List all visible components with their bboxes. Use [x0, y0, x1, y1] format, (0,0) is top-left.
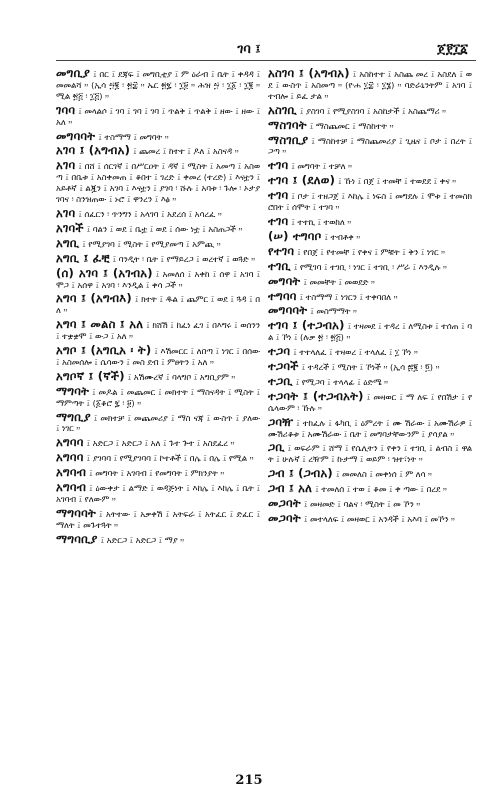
entry-headword: አገባ ፤ (አግብአ): [56, 143, 131, 158]
entry-headword: አግባ ፤ መልስ ፤ አለ: [56, 317, 144, 332]
dictionary-entry: [268, 346, 472, 358]
entry-headword: አግባብ: [56, 465, 87, 480]
dictionary-entry: [268, 498, 472, 510]
entry-headword: አግባ ፤ (አግብእ): [56, 291, 132, 306]
dictionary-entry: [56, 531, 260, 546]
entry-headword: ተገባ ፤ (ደለወ): [268, 173, 336, 188]
entry-headword: አግባባ: [56, 450, 84, 465]
entry-definition: ፤ ኹነ ፤ በጀ ፤ ተመቸ ፤ ተወደደ ፤ ቀና ።: [338, 176, 457, 187]
entry-definition: ፤ የሚያገባ ፤ ሚስት ፤ የሚያመጣ ፤ አምጪ ።: [82, 238, 221, 249]
dictionary-entry: [56, 437, 260, 449]
entry-headword: አስገቢ: [268, 102, 297, 117]
dictionary-entry: [268, 228, 472, 243]
dictionary-entry: [268, 175, 472, 187]
entry-headword: ማስገባት: [268, 117, 307, 132]
entry-definition: ፤ ያገባባ ፤ የሚያገባባ ፤ ኮተቶች ፤ በሌ ፤ በሌ ፤ የሚል ።: [86, 453, 254, 464]
dictionary-entry: [56, 220, 260, 235]
entry-definition: ፤ መግባት ፤ ተቻለ ።: [291, 161, 353, 172]
header-rule: [56, 60, 476, 61]
entry-headword: አግባብ: [56, 480, 87, 495]
entry-headword: መግባት: [268, 273, 301, 288]
dictionary-entry: [268, 388, 472, 414]
dictionary-entry: [268, 190, 472, 213]
entry-definition: ፤ ሰፈርን ፡ ጥንግን ፤ አላገባ ፤ አደረሰ ፤ አሳረፈ ።: [78, 208, 222, 219]
dictionary-entry: [268, 160, 472, 172]
entry-headword: ማግቢያ: [56, 409, 91, 424]
page-code: ጀ፻፲፩: [437, 42, 468, 57]
entry-definition: ፤ ማስጨመር ፤ ማስከተት ።: [309, 120, 394, 131]
dictionary-entry: [268, 243, 472, 258]
entry-headword: ጋባዥ: [268, 414, 294, 429]
entry-headword: ተገባ ፤ (ተጋብአ): [268, 318, 345, 333]
entry-definition: ፤ አትተው ፤ አቃቀሽ ፤ አትፍራ ፤ አትፈር ፤ ድፈር ፤ ማለት ፤ መጉተጓት ።: [56, 508, 260, 530]
entry-headword: ገባባ: [56, 102, 76, 117]
dictionary-entry: [56, 467, 260, 479]
entry-definition: ፤ መላልሶ ፤ ገባ ፤ ገባ ፤ ገባ ፤ ጥልቅ ፤ ጥልቅ ፤ ዘው ፤ ዘው ፤ አለ ።: [56, 105, 260, 127]
entry-headword: አገባች: [56, 220, 84, 235]
entry-definition: ፤ ክሸሽ ፤ ከፈነ ፈገ ፤ በእግሩ ፤ ወሰንን ፤ ተቋቋሞ ፤ ውጋ ፤ አለ ።: [56, 320, 260, 342]
dictionary-entry: [268, 483, 472, 495]
dictionary-entry: [268, 442, 472, 465]
entry-definition: ፤ መስማማት ።: [310, 306, 357, 317]
entry-headword: መጋባት: [268, 511, 301, 525]
entry-headword: መጋባት: [268, 496, 301, 511]
entry-definition: ፤ መግባት ፤ አገባብ ፤ የመግባት ፤ ምክንያት ።: [89, 468, 225, 479]
entry-headword: ተጋባ: [268, 344, 291, 359]
dictionary-entry: [56, 235, 260, 250]
dictionary-entry: [268, 305, 472, 317]
entry-headword: ተግባባ: [268, 288, 297, 303]
entry-definition: ፤ ክተት ፤ ዱል ፤ ጨምር ፤ ወደ ፤ ጓዳ ፤ በለ ።: [56, 294, 260, 316]
entry-definition: ፤ ዕውቀታ ፤ ልማድ ፤ ወዳጅነት ፤ እከሌ ፤ እከሌ ፤ ቤት ፤ አገባብ ፤ የለውም ።: [56, 483, 260, 504]
entry-definition: ፤ የሚገባ ፤ ተገቢ ፡ ነገር ፤ ተገቢ ፡ ሥራ ፤ እንዲሉ ።: [293, 261, 447, 272]
dictionary-entry: [56, 68, 260, 102]
entry-definition: ፤ መመለስ ፤ መቀነሰ ፤ ም ለሳ ።: [335, 469, 432, 480]
entry-definition: ፤ መተላለፍ ፤ መዛወር ፤ አንዳች ፤ አእባ ፤ መኾን ።: [303, 514, 455, 524]
entry-definition: ፤ ተተኪ ፤ ተወከለ ።: [291, 216, 352, 227]
dictionary-entry: [56, 145, 260, 157]
entry-definition: ፤ ተዛመደ ፤ ተዳረ ፤ ለሚስቱ ፤ ተሰጠ ፤ ባል ፤ ኾነ ፤ (ሉቃ ፳ ፡ ፳፭) ።: [268, 321, 472, 343]
entry-definition: ፤ ተከፈሉ ፤ ፋካቢ ፤ ዕምረት ፤ ሙ ሽራው ፤ አሙሽራዎ ፤ ሙሽሪቆቱ ፤ አሙሽራው ፤ ቤት ፤ መግባታቸውንም ፤ ያሳያል ።: [268, 417, 472, 439]
dictionary-entry: [268, 373, 472, 388]
entry-headword: አስገባ ፤ (አግብአ): [268, 68, 350, 80]
entry-definition: ፤ ማስከተቻ ፤ ማስጨመሪያ ፤ ጊዜና ፤ ቦታ ፤ በረት ፤ ጋጣ ።: [268, 135, 472, 157]
entry-headword: ተገባ: [268, 213, 289, 228]
dictionary-entry: [268, 213, 472, 228]
entry-definition: ፤ የበጀ ፤ የተመቸ ፤ የቀና ፤ ምቹት ፤ ቅን ፤ ነገር ።: [297, 246, 446, 257]
entry-headword: አግቢ ፤ ፈቺ: [56, 250, 110, 265]
entry-headword: ማግባባት: [56, 505, 96, 520]
entry-headword: አገባ: [56, 205, 76, 220]
entry-headword: አግባባ: [56, 435, 84, 450]
dictionary-entry: [268, 258, 472, 273]
entry-headword: ተጋባት ፤ (ተጋብአት): [268, 388, 364, 403]
dictionary-entry: [56, 319, 260, 342]
entry-headword: (ሠ) ተግባቦ: [268, 228, 322, 243]
entry-headword: ተጋቢ: [268, 373, 293, 388]
entry-headword: የተገባ: [268, 243, 295, 258]
entry-definition: ፤ ተስማማ ፤ መግባት ።: [98, 131, 169, 142]
entry-headword: ማስገቢያ: [268, 132, 309, 147]
left-column: [56, 68, 260, 758]
entry-headword: መግባባት: [268, 303, 308, 318]
dictionary-entry: [268, 320, 472, 343]
entry-definition: ፤ ቦታ ፤ ተዘጋጀ ፤ እከሌ ፤ ነፍስ ፤ መግደሉ ፤ ሞቱ ፤ ተመስክሮበት ፤ ሰሞት ፤ ተገባ ።: [268, 191, 472, 213]
dictionary-entry: [268, 273, 472, 288]
entry-definition: ፤ ተዳረች ፤ ሚስት ፤ ኾነች ። (ኢሳ ፷፪ ፡ ፬) ።: [301, 362, 440, 373]
entry-definition: ፤ ባንዲት ፡ ቤት ፤ የማይረጋ ፤ ወረተኛ ፤ ወጓድ ።: [112, 253, 256, 264]
dictionary-entry: [56, 452, 260, 464]
right-column: [268, 68, 472, 758]
entry-headword: ተገባ: [268, 188, 289, 203]
entry-headword: አግቦኛ ፤ (ኛች): [56, 368, 125, 383]
dictionary-entry: [56, 250, 260, 265]
dictionary-entry: [268, 132, 472, 158]
entry-headword: አግቢ: [56, 235, 80, 250]
entry-definition: ፤ ባልን ፤ ወደ ፤ ቤቷ ፤ ወደ ፤ ሰው ነቷ ፤ አስጠጋች ።: [86, 223, 243, 234]
entry-definition: ፤ በር ፤ ደጃፍ ፤ መግቢቲያ ፤ ም ዕራብ ፤ ቤት ፤ ቀዳዳ ፤ መመልሻ ። (ኢሳ ፵፪ ፡ ፳፰ ። ኤር ፳፯ ፡ ፲፱ ። ሕዝ ፵ ፡ ፲፩ ፡ ፲፪ ። ሚል ፳፭ ፡ ፲፭) ።: [56, 69, 260, 101]
dictionary-entry: [268, 513, 472, 525]
entry-definition: ፤ አመለሰ ፤ አቀከ ፤ ሰዋ ፤ አገባ ፤ ሞጋ ፤ አሰዋ ፤ አገባ ፡ እንዲል ፤ ቀሳ ጋች ።: [56, 268, 260, 290]
dictionary-entry: [56, 160, 260, 205]
entry-definition: ፤ መዶል ፤ መጨመር ፤ መክተት ፤ ማስናዳት ፤ ሚስት ፤ ማምጣት ፤ (፩ቆሮ ፯ ፡ ፱) ።: [56, 386, 260, 408]
dictionary-entry: [268, 68, 472, 102]
dictionary-entry: [56, 128, 260, 143]
dictionary-entry: [268, 361, 472, 373]
entry-definition: ፤ ተስማማ ፤ ነገርን ፤ ተቀባበለ ።: [299, 291, 398, 302]
entry-definition: ፤ ያስገባ ፤ የሚያስገባ ፤ አስከታች ፤ አስጨማሪ ።: [299, 105, 447, 116]
entry-definition: ፤ እሽመርር ፤ ለበጣ ፤ ነገር ፤ በሰው ፤ አስመሰሎ ፤ ሴሳውን ፤ መስ ደብ ፤ ምፀትን ፤ አለ ።: [56, 346, 260, 367]
dictionary-entry: [56, 102, 260, 128]
dictionary-entry: [268, 288, 472, 303]
entry-headword: ማግባት: [56, 383, 90, 398]
entry-headword: (ሰ) አገባ ፤ (አገብአ): [56, 265, 153, 280]
entry-headword: ጋብ ፤ (ጋብአ): [268, 466, 333, 481]
entry-headword: መግቢያ: [56, 68, 91, 80]
running-head: ገባ ፤: [237, 42, 261, 57]
entry-headword: አገባ: [56, 158, 76, 173]
entry-definition: ፤ አስከተተ ፤ አስጨ መረ ፤ አስደለ ፤ ወደ ፤ ውስጥ ፤ አስመጣ ። (ዮሐ ፲፰ ፡ ፲፮) ። ባድራኒንትም ፤ አገባ ፤ ተብሎ ፤ ይፈ ታል ።: [268, 69, 472, 101]
entry-definition: ፤ የሚጋባ ፤ ተላላፊ ፤ ዕድሜ ።: [295, 376, 389, 387]
entry-definition: ፤ መዛወር ፤ ማ ለፍ ፤ የበሽታ ፤ የሴላውም ፡ ኹሉ ።: [268, 391, 472, 413]
entry-definition: ፤ መመቸት ፤ መወደድ ።: [303, 276, 375, 287]
entry-headword: ተገባ: [268, 158, 289, 173]
entry-definition: ፤ አድርጋ ፤ አድርጋ ፤ ማያ ።: [100, 534, 185, 545]
dictionary-entry: [56, 482, 260, 505]
entry-definition: ፤ በሸ ፤ ሰርገኛ ፤ በሥርዐት ፤ ዳኛ ፤ ሚስት ፤ አመጣ ፤ አስወጣ ፤ በቤቱ ፤ አስቀመጠ ፤ ቆበተ ፤ ገረድ ፤ ቀመረ (ተረድ) ፤ እናቷን ፤ አይቶኛ ፤ ልጇን ፤ አገባ ፤ እናቷን ፤ ያገባ ፡ ሹሉ ፤ አባቱ ፡ ጉሎ ፡ ኦታያገባና ፡ ስንዝጠው ፤ ኑሮ ፤ ዋንረን ፤ እፅ ።: [56, 161, 260, 205]
entry-definition: ፤ ተብቶቀ ።: [324, 231, 361, 242]
entry-definition: ፤ ተተላለፈ ፤ ተዛወረ ፤ ተላለፈ ፤ ፲ ኾነ ።: [293, 347, 418, 358]
dictionary-entry: [56, 265, 260, 291]
page-number: 215: [235, 773, 263, 788]
entry-definition: ፤ መዛመድ ፤ ባልና ፡ ሚስት ፤ መ ኾን ።: [303, 499, 421, 510]
entry-headword: ተገቢ: [268, 258, 291, 273]
dictionary-entry: [56, 383, 260, 409]
entry-definition: ፤ አድርጋ ፤ አድርጋ ፤ አለ ፤ ጉተ ጕተ ፤ አስደፈረ ።: [86, 438, 235, 449]
entry-definition: ፤ መክተቻ ፤ መጨመሪያ ፤ ማስ ናጃ ፤ ውስጥ ፤ ያለው ፤ ነገር ።: [56, 412, 260, 434]
dictionary-entry: [268, 117, 472, 132]
entry-headword: ጋብ ፤ አለ: [268, 481, 313, 496]
dictionary-entry: [56, 409, 260, 435]
entry-headword: ማግባቢያ: [56, 531, 98, 546]
dictionary-entry: [56, 505, 260, 531]
entry-headword: አግቦ ፤ (አግቢአ ፡ ት): [56, 343, 152, 358]
dictionary-entry: [268, 468, 472, 480]
entry-definition: ፤ ጨመረ ፤ ከተተ ፤ ዶለ ፤ አስናዳ ።: [133, 146, 239, 157]
dictionary-entry: [56, 293, 260, 316]
entry-definition: ፤ አሽሙረኛ ፤ ባላግቦ ፤ አግቢያም ።: [127, 371, 236, 382]
dictionary-entry: [56, 368, 260, 383]
entry-headword: ጋቢ: [268, 440, 285, 455]
entry-headword: መግባባት: [56, 128, 96, 143]
entry-headword: ተጋባች: [268, 359, 299, 374]
dictionary-entry: [268, 102, 472, 117]
dictionary-entry: [268, 414, 472, 440]
entry-definition: ፤ ወፍራም ፤ ሸማ ፤ የሴሊትን ፤ የቀን ፤ ተገቢ ፤ ልብስ ፤ ዋልት ፤ ሁሉኛ ፤ ረዥም ፤ ኩታማ ፤ ወይም ፡ ዝተ፣ነት ።: [268, 443, 472, 465]
dictionary-entry: [56, 205, 260, 220]
dictionary-entry: [56, 345, 260, 368]
entry-definition: ፤ ተመለሰ ፤ ተወ ፤ ቆመ ፤ ቀ ጣው ፤ በረደ ።: [315, 484, 447, 495]
